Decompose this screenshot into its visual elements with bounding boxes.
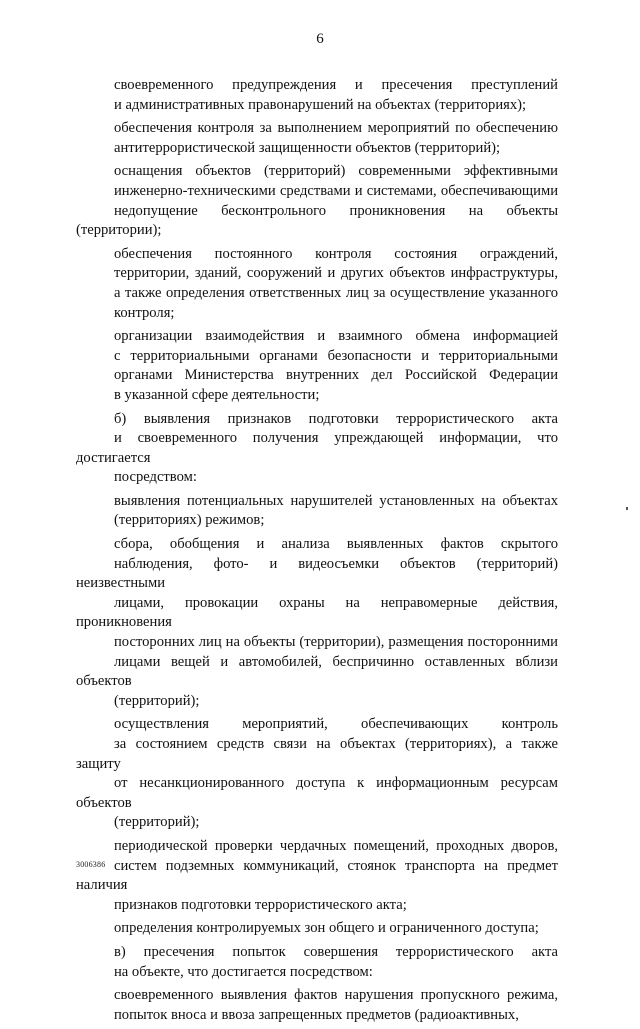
text-line: (территорий); <box>114 692 200 709</box>
text-line: и административных правонарушений на объектах (территориях); <box>114 96 527 113</box>
text-line: признаков подготовки террористического акта; <box>114 896 407 913</box>
text-line: попыток вноса и ввоза запрещенных предметов (радиоактивных, <box>114 1006 519 1023</box>
text-line: и своевременного получения упреждающей информации, что достигается <box>76 430 558 466</box>
text-line: посторонних лиц на объекты (территории), размещения посторонними <box>114 634 558 651</box>
text-line: с территориальными органами безопасности и территориальными <box>114 347 558 364</box>
paragraph <box>76 327 558 405</box>
text-line: обеспечения контроля за выполнением мероприятий по обеспечению <box>114 120 558 137</box>
text-line: своевременного выявления фактов нарушения пропускного режима, <box>114 987 558 1004</box>
paragraph <box>76 535 558 711</box>
paragraph <box>76 162 558 240</box>
text-line: наблюдения, фото- и видеосъемки объектов (территорий) неизвестными <box>76 555 558 592</box>
paragraph <box>76 986 558 1025</box>
text-line: своевременного предупреждения и пресечения преступлений <box>114 77 558 93</box>
text-line: в указанной сфере деятельности; <box>114 386 320 403</box>
text-line: осуществления мероприятий, обеспечивающих контроль <box>114 716 558 733</box>
text-line: сбора, обобщения и анализа выявленных фактов скрытого <box>114 536 558 553</box>
text-line: выявления потенциальных нарушителей установленных на объектах <box>114 492 558 509</box>
text-line: (территориях) режимов; <box>114 512 265 529</box>
text-line: обеспечения постоянного контроля состояния ограждений, <box>114 245 558 262</box>
body-text <box>76 76 558 1029</box>
text-line: определения контролируемых зон общего и ограниченного доступа; <box>114 920 539 937</box>
text-line: оснащения объектов (территорий) современными эффективными <box>114 163 558 180</box>
text-line: а также определения ответственных лиц за осуществление указанного <box>114 284 558 301</box>
paragraph <box>76 410 558 488</box>
text-line: систем подземных коммуникаций, стоянок транспорта на предмет наличия <box>76 857 558 894</box>
text-line: инженерно-техническими средствами и системами, обеспечивающими <box>114 182 558 199</box>
paragraph <box>76 715 558 833</box>
text-line: за состоянием средств связи на объектах (территориях), а также защиту <box>76 736 558 772</box>
text-line: контроля; <box>114 304 175 321</box>
text-line: периодической проверки чердачных помещений, проходных дворов, <box>114 837 558 854</box>
text-line: в) пресечения попыток совершения террористического акта <box>114 943 558 960</box>
text-line: лицами, провокации охраны на неправомерные действия, проникновения <box>76 594 558 631</box>
paragraph <box>76 837 558 915</box>
text-line: лицами вещей и автомобилей, беспричинно оставленных вблизи объектов <box>76 653 558 690</box>
paragraph <box>76 919 558 939</box>
text-line: недопущение бесконтрольного проникновения на объекты (территории); <box>76 202 558 239</box>
text-line: посредством: <box>114 469 197 486</box>
page-number: 6 <box>316 31 324 47</box>
text-line: на объекте, что достигается посредством: <box>114 963 373 980</box>
margin-mark <box>626 507 628 510</box>
paragraph <box>76 492 558 531</box>
text-line: органами Министерства внутренних дел Российской Федерации <box>114 367 558 384</box>
text-line: б) выявления признаков подготовки террористического акта <box>114 410 558 427</box>
text-line: (территорий); <box>114 814 200 831</box>
text-line: территории, зданий, сооружений и других объектов инфраструктуры, <box>114 265 558 282</box>
paragraph <box>76 943 558 982</box>
paragraph <box>76 119 558 158</box>
text-line: от несанкционированного доступа к информационным ресурсам объектов <box>76 775 558 811</box>
paragraph <box>76 245 558 323</box>
text-line: антитеррористической защищенности объектов (территорий); <box>114 139 501 156</box>
text-line: организации взаимодействия и взаимного обмена информацией <box>114 328 558 345</box>
document-code: 3006386 <box>76 860 106 869</box>
paragraph <box>76 76 558 115</box>
